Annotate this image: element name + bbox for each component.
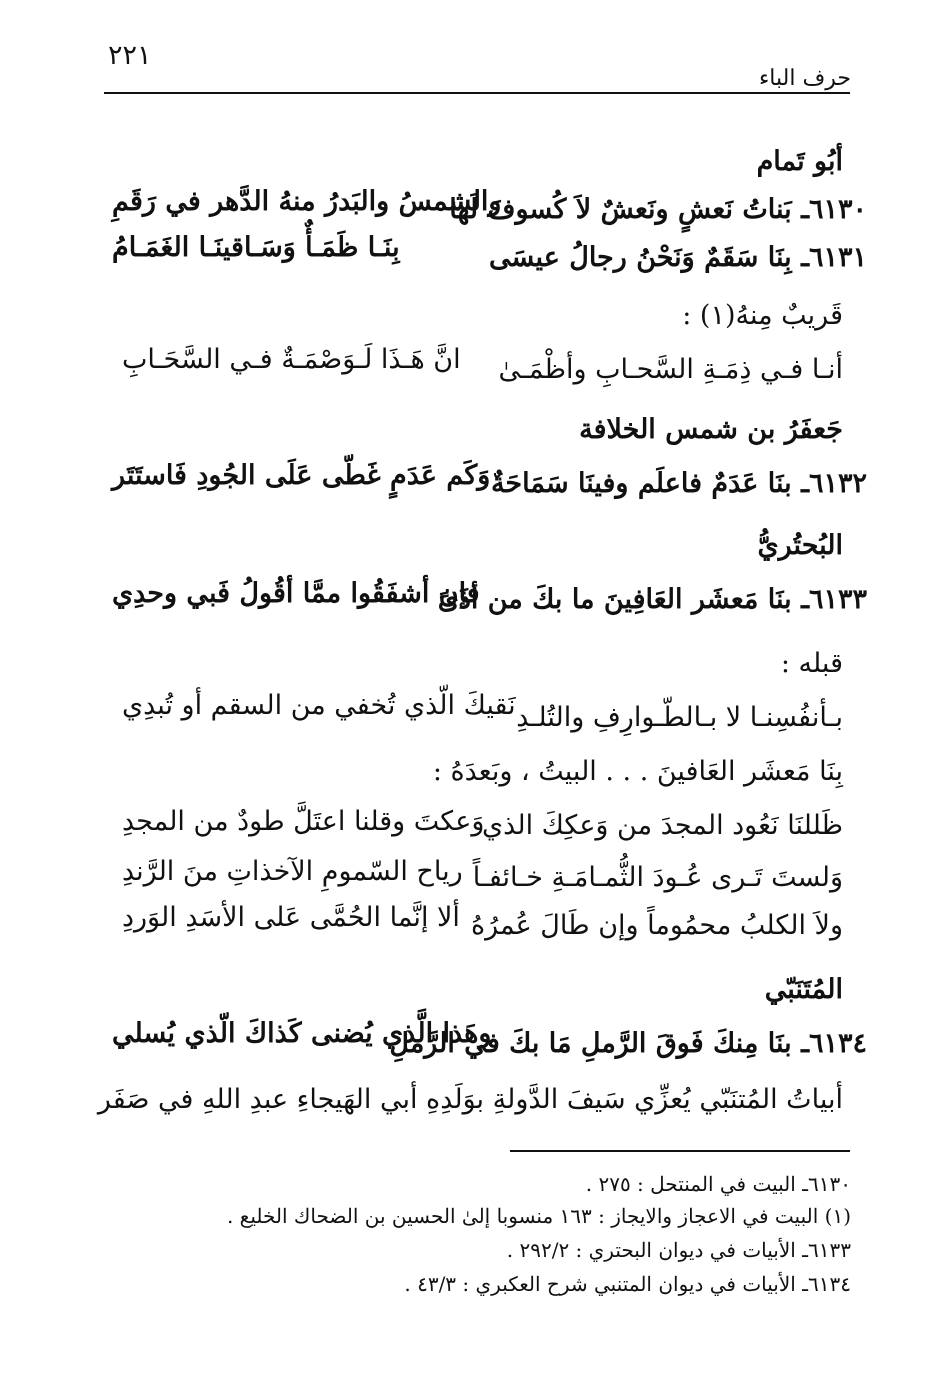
verse-6130-first-hemistich: ٦١٣٠ـ بَناتُ نَعشٍ ونَعشٌ لاَ كُسوفَ لَها [449,194,867,225]
footnote-rule [510,1150,850,1152]
preceding-verse-second-hemistich: نَقيكَ الّذي تُخفي من السقم أو تُبدِي [122,690,516,721]
preceding-verse-first-hemistich: بـأنفُسِنـا لا بـالطّـوارِفِ والتُلـدِ [516,702,843,733]
verse-6132-second-hemistich: وَكَم عَدَمٍ غَطّى عَلَى الجُودِ فَاستَتَر [112,460,491,491]
footnote-1: (١) البيت في الاعجاز والايجاز : ١٦٣ منسوبا إلىٰ الحسين بن الضحاك الخليع . [226,1204,851,1228]
footnote-6130: ٦١٣٠ـ البيت في المنتحل : ٢٧٥ . [585,1172,851,1196]
poet-name: البُحتُريُّ [757,530,843,561]
verse-6131-second-hemistich: بِنَـا ظَمَـأٌ وَسَـاقينَـا الغَمَـامُ [112,232,400,263]
verse-6131-first-hemistich: ٦١٣١ـ بِنَا سَقَمٌ وَنَحْنُ رجالُ عيسَى [488,242,867,273]
verse-6133-first-hemistich: ٦١٣٣ـ بنَا مَعشَر العَافِينَ ما بكَ من أذَىً [437,584,867,615]
related-verse-note: قَريبٌ مِنهُ(١) : [682,300,843,331]
verse-6132-first-hemistich: ٦١٣٢ـ بنَا عَدَمٌ فاعلَم وفينَا سَمَاحَةٌ [490,468,867,499]
related-verse-first-hemistich: أنـا فـي ذِمَـةِ السَّحـابِ وأظْمَـىٰ [498,354,843,385]
verse-6130-second-hemistich: والشمسُ والبَدرُ منهُ الدَّهر في رَقَمِ [112,186,502,217]
footnote-6134: ٦١٣٤ـ الأبيات في ديوان المتنبي شرح العكبري : ٤٣/٣ . [404,1272,851,1296]
chapter-title: حرف الباء [758,66,851,91]
following-verse-1-second-hemistich: وَعكتَ وقلنا اعتَلَّ طودٌ من المجدِ [122,806,485,837]
prose-line: أبياتُ المُتنَبّي يُعزِّي سَيفَ الدَّولةِ بوَلَدِهِ أبي الهَيجاءِ عبدِ اللهِ في صَفَر [97,1084,843,1115]
poet-name: المُتَنَبّي [764,974,843,1005]
poet-name: أبُو تَمام [756,146,843,177]
header-rule [104,92,850,94]
preceding-verse-note: قبله : [780,648,843,679]
footnote-6133: ٦١٣٣ـ الأبيات في ديوان البحتري : ٢٩٢/٢ . [506,1238,851,1262]
following-verse-2-second-hemistich: رياح السّمومِ الآخذاتِ منَ الرَّندِ [122,856,463,887]
following-verse-3-first-hemistich: ولاَ الكلبُ محمُوماً وإن طَالَ عُمرُهُ [470,910,843,941]
verse-6134-first-hemistich: ٦١٣٤ـ بنَا مِنكَ فَوقَ الرَّملِ مَا بكَ في الرَّملِ [389,1028,867,1059]
page-number: ٢٢١ [108,40,152,71]
following-verse-2-first-hemistich: وَلستَ تَـرى عُـودَ الثُّمـامَـةِ خـائفـاً [472,862,843,893]
verse-6134-second-hemistich: وهَذا الَّذي يُضنى كَذاكَ الّذي يُسلي [112,1018,492,1049]
following-verse-1-first-hemistich: ظَللنَا نَعُود المجدَ من وَعكِكَ الذي [482,810,843,841]
following-verses-note: بِنَا مَعشَر العَافينَ . . . البيتُ ، وبَعدَهُ : [432,756,843,787]
poet-name: جَعفَرُ بن شمس الخلافة [579,414,843,445]
related-verse-second-hemistich: انَّ هَـذَا لَـوَصْمَـةٌ فـي السَّحَـابِ [122,344,461,375]
verse-6133-second-hemistich: فإن أشفَقُوا ممَّا أقُولُ فَبي وحدِي [112,578,480,609]
following-verse-3-second-hemistich: ألا إنَّما الحُمَّى عَلى الأسَدِ الوَردِ [122,902,460,933]
